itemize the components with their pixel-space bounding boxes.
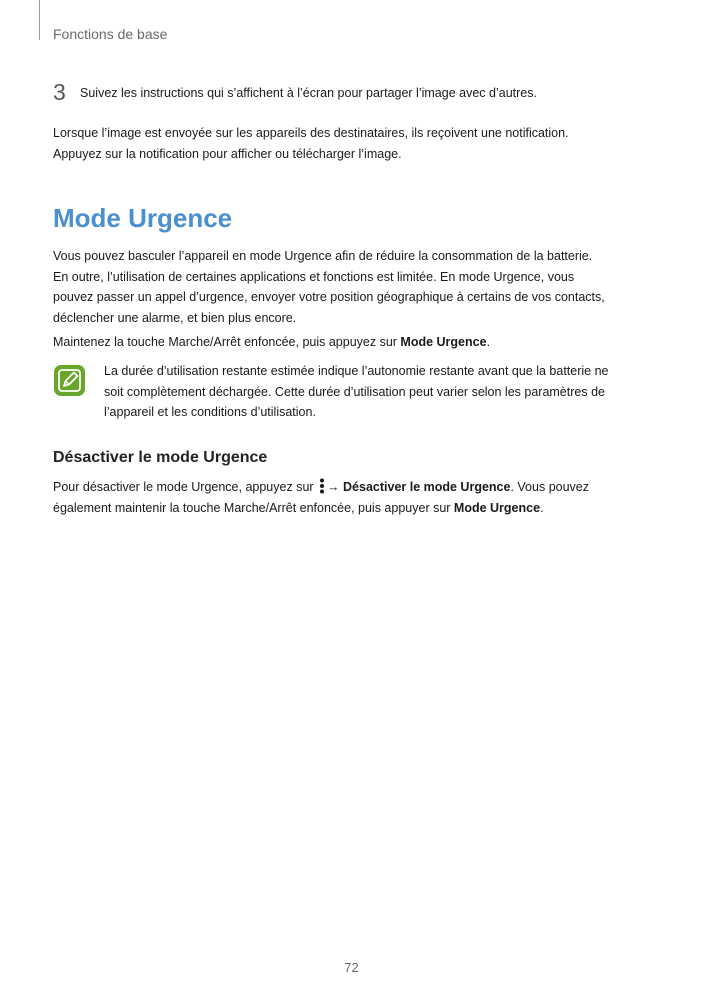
section-title: Mode Urgence bbox=[53, 203, 233, 233]
section-body-line-3: pouvez passer un appel d’urgence, envoyer votre position géographique à certains de vos contacts, bbox=[53, 290, 605, 304]
intro-paragraph bbox=[53, 123, 663, 164]
instruction-suffix: . bbox=[486, 335, 491, 349]
instruction-prefix: Maintenez la touche Marche/Arrêt enfoncée, puis appuyez sur bbox=[53, 335, 401, 349]
intro-line-1: Lorsque l’image est envoyée sur les appareils des destinataires, ils reçoivent une notification. bbox=[53, 126, 569, 140]
subsection-line-1-prefix: Pour désactiver le mode Urgence, appuyez sur bbox=[53, 480, 318, 494]
page-number: 72 bbox=[344, 960, 359, 975]
subsection-line-2-suffix: . bbox=[540, 500, 544, 515]
section-body-line-2: En outre, l’utilisation de certaines applications et fonctions est limitée. En mode Urgence, vous bbox=[53, 269, 575, 284]
arrow: → bbox=[327, 480, 340, 494]
subsection-line-2-prefix: également maintenir la touche Marche/Arrêt enfoncée, puis appuyer sur bbox=[53, 500, 454, 515]
section-instruction bbox=[53, 332, 663, 353]
note-line-1: La durée d’utilisation restante estimée indique l’autonomie restante avant que la batterie ne bbox=[104, 364, 609, 378]
subsection-line-2-bold: Mode Urgence bbox=[453, 500, 541, 515]
section-body-line-1: Vous pouvez basculer l’appareil en mode Urgence afin de réduire la consommation de la batterie. bbox=[53, 249, 593, 263]
intro-line-2: Appuyez sur la notification pour afficher ou télécharger l’image. bbox=[53, 146, 402, 161]
running-header: Fonctions de base bbox=[53, 26, 168, 42]
subsection-line-1-bold: Désactiver le mode Urgence bbox=[343, 480, 511, 494]
section-body-line-4: déclencher une alarme, et bien plus encore. bbox=[53, 310, 297, 325]
instruction-line bbox=[53, 332, 663, 353]
subsection-line-1-suffix: . Vous pouvez bbox=[510, 480, 589, 494]
subsection-line-2 bbox=[53, 498, 663, 519]
note-text bbox=[104, 361, 664, 423]
subsection-paragraph bbox=[53, 477, 663, 518]
subsection-title: Désactiver le mode Urgence bbox=[53, 449, 268, 466]
step-text: Suivez les instructions qui s’affichent à l’écran pour partager l’image avec d’autres. bbox=[80, 86, 537, 100]
note-line-2: soit complètement déchargée. Cette durée d’utilisation peut varier selon les paramètres de bbox=[104, 384, 605, 399]
step-3 bbox=[53, 79, 653, 105]
header-rule bbox=[39, 0, 40, 40]
subsection-line-1 bbox=[53, 477, 663, 498]
step-number: 3 bbox=[53, 79, 66, 105]
section-body bbox=[53, 246, 663, 328]
note-line-3: l’appareil et les conditions d’utilisation. bbox=[104, 405, 316, 419]
instruction-bold: Mode Urgence bbox=[400, 335, 487, 349]
more-options-icon bbox=[319, 478, 325, 494]
note-pen-icon bbox=[53, 364, 86, 397]
